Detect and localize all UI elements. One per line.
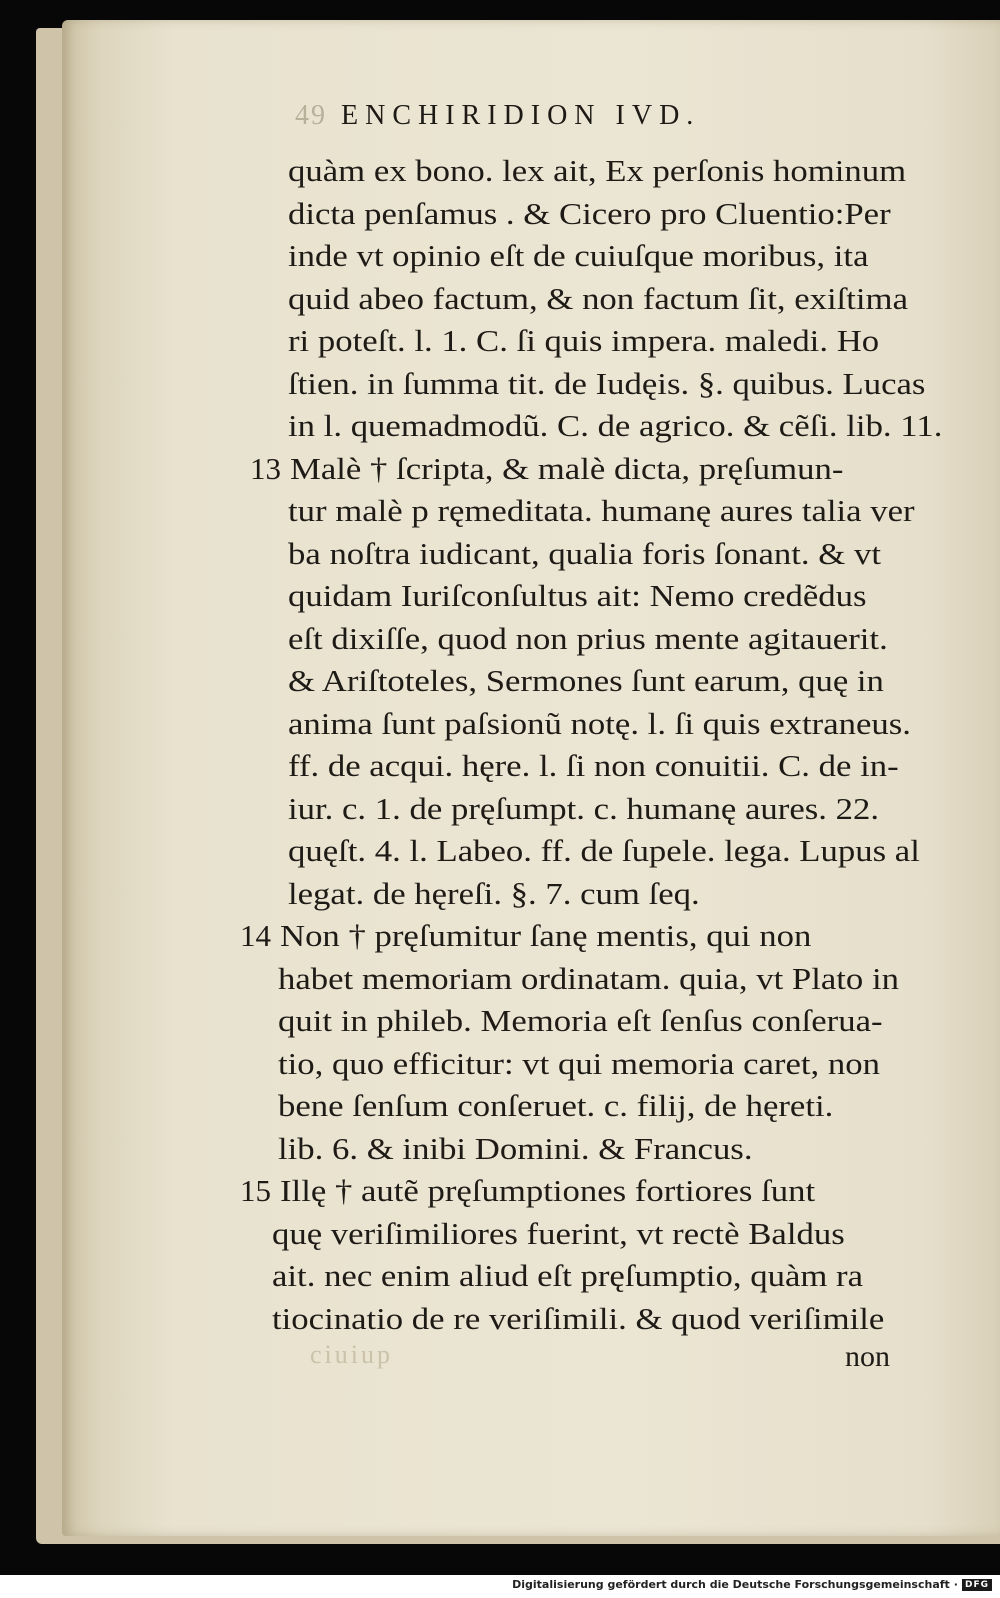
line-text: eſt dixiſſe, quod non prius mente agitauerit. xyxy=(288,620,888,656)
text-line xyxy=(240,618,970,661)
line-text: ſtien. in ſumma tit. de Iudęis. §. quibus. Lucas xyxy=(288,365,926,401)
running-head-ghost: 49 xyxy=(295,100,327,131)
line-text: quęſt. 4. l. Labeo. ff. de ſupele. lega. Lupus al xyxy=(288,833,920,868)
text-line xyxy=(240,958,970,1001)
text-line xyxy=(240,490,970,533)
line-text: in l. quemadmodũ. C. de agrico. & cẽſi. lib. 11. xyxy=(288,408,943,443)
line-text: ff. de acqui. hęre. l. ſi non conuitii. C. de in- xyxy=(288,748,899,783)
text-line xyxy=(240,830,970,873)
line-text: quit in phileb. Memoria eſt ſenſus conſerua- xyxy=(278,1003,883,1038)
text-line xyxy=(240,235,970,278)
text-line xyxy=(240,1298,970,1341)
credit-text: Digitalisierung gefördert durch die Deutsche Forschungsgemeinschaft xyxy=(512,1578,950,1591)
text-line xyxy=(240,1213,970,1256)
section-number: 15 xyxy=(240,1173,271,1208)
text-line xyxy=(240,448,970,491)
line-text: quę veriſimiliores fuerint, vt rectè Baldus xyxy=(272,1215,845,1251)
line-text: quidam Iuriſconſultus ait: Nemo credẽdus xyxy=(288,578,867,613)
text-line xyxy=(240,575,970,618)
body-text xyxy=(240,150,970,1340)
text-line xyxy=(240,660,970,703)
line-text: quid abeo factum, & non factum ſit, exiſtima xyxy=(288,280,908,316)
text-line xyxy=(240,1170,970,1213)
line-text: tur malè p ręmeditata. humanę aures talia ver xyxy=(288,493,915,528)
line-text: Non † pręſumitur ſanę mentis, qui non xyxy=(280,918,812,953)
text-line xyxy=(240,1255,970,1298)
section-number: 13 xyxy=(250,450,281,486)
line-text: inde vt opinio eſt de cuiuſque moribus, ita xyxy=(288,238,869,273)
section-number: 14 xyxy=(240,918,271,953)
line-text: tio, quo efficitur: vt qui memoria caret, non xyxy=(278,1045,880,1081)
catchword: non xyxy=(845,1340,890,1373)
line-text: anima ſunt paſsionũ notę. l. ſi quis extraneus. xyxy=(288,705,911,741)
line-text: ait. nec enim aliud eſt pręſumptio, quàm ra xyxy=(272,1258,864,1293)
funding-credit: Digitalisierung gefördert durch die Deutsche Forschungsgemeinschaft · DFG xyxy=(512,1578,992,1591)
text-line xyxy=(240,745,970,788)
line-text: habet memoriam ordinatam. quia, vt Plato in xyxy=(278,960,899,996)
text-line xyxy=(240,320,970,363)
running-head-title: ENCHIRIDION IVD. xyxy=(341,100,701,131)
line-text: bene ſenſum conſeruet. c. filij, de hęreti. xyxy=(278,1088,834,1123)
line-text: lib. 6. & inibi Domini. & Francus. xyxy=(278,1130,753,1166)
text-line xyxy=(240,788,970,831)
line-text: dicta penſamus . & Cicero pro Cluentio:Per xyxy=(288,195,891,231)
text-line xyxy=(240,915,970,958)
line-text: quàm ex bono. lex ait, Ex perſonis hominum xyxy=(288,153,907,188)
text-line xyxy=(240,533,970,576)
text-line xyxy=(240,1085,970,1128)
text-line xyxy=(240,1043,970,1086)
text-line xyxy=(240,363,970,406)
text-line xyxy=(240,703,970,746)
text-line xyxy=(240,1000,970,1043)
bleed-through-text: ciuiup xyxy=(310,1340,393,1369)
dfg-logo-icon: DFG xyxy=(962,1579,992,1591)
footer-bar xyxy=(0,1575,1000,1598)
text-line xyxy=(240,1128,970,1171)
line-text: ri poteſt. l. 1. C. ſi quis impera. maledi. Ho xyxy=(288,323,880,358)
text-line xyxy=(240,405,970,448)
catchword-row xyxy=(310,1340,890,1382)
text-line xyxy=(240,278,970,321)
line-text: tiocinatio de re veriſimili. & quod veriſimile xyxy=(272,1300,885,1336)
text-line xyxy=(240,150,970,193)
text-line xyxy=(240,873,970,916)
running-head xyxy=(295,100,955,132)
line-text: & Ariſtoteles, Sermones ſunt earum, quę in xyxy=(288,663,884,698)
line-text: legat. de hęreſi. §. 7. cum ſeq. xyxy=(288,875,700,911)
line-text: ba noſtra iudicant, qualia foris ſonant. & vt xyxy=(288,535,881,571)
line-text: Illę † autẽ pręſumptiones fortiores ſunt xyxy=(280,1173,816,1208)
text-line xyxy=(240,193,970,236)
line-text: iur. c. 1. de pręſumpt. c. humanę aures. 22. xyxy=(288,790,880,826)
line-text: Malè † ſcripta, & malè dicta, pręſumun- xyxy=(290,450,844,486)
